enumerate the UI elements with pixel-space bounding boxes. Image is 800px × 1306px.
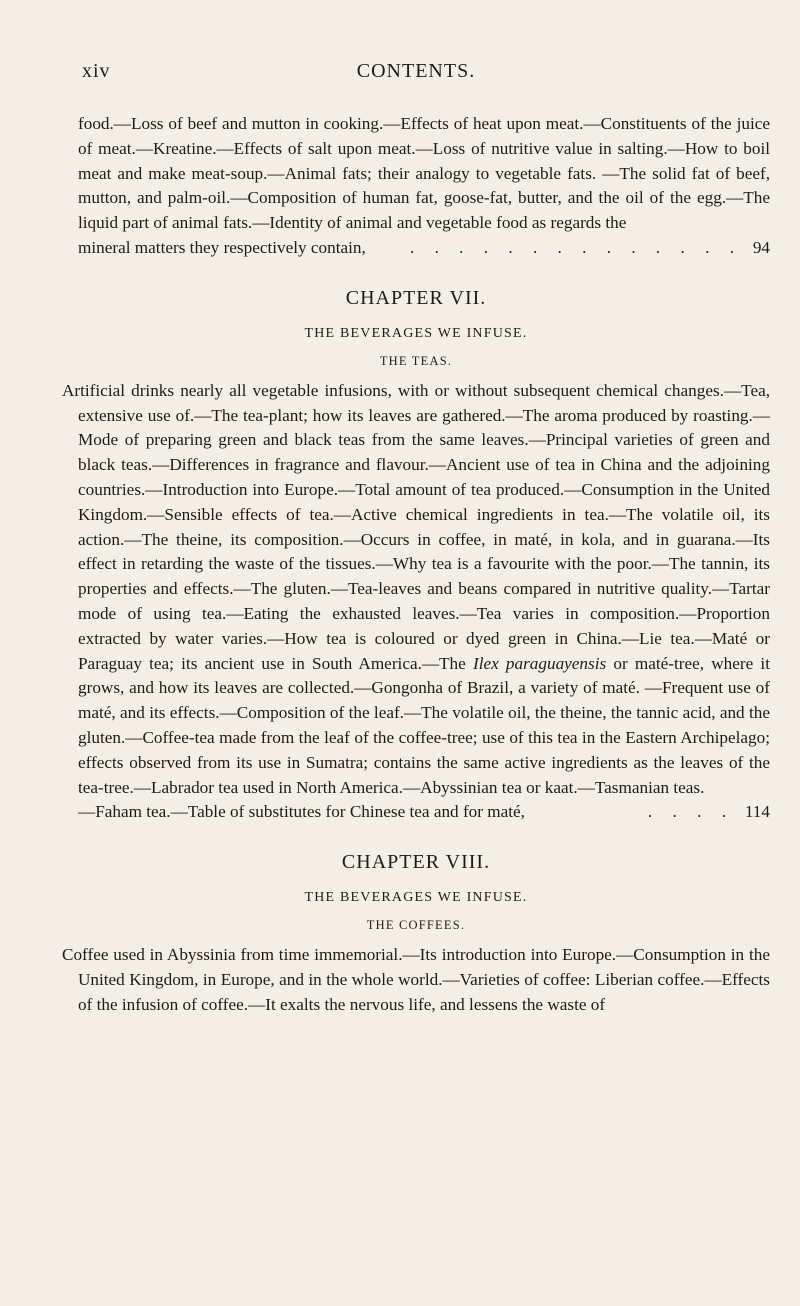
chapter-7-last-line [62,800,770,825]
chapter-6-continued [62,112,770,261]
chapter-7-subtitle: THE BEVERAGES WE INFUSE. [304,325,528,341]
chapter-7-italic-species: Ilex paraguayensis [472,653,607,673]
chapter-8-subtitle: THE BEVERAGES WE INFUSE. [304,890,528,906]
chapter-6-last-line [78,236,770,261]
chapter-7-heading: CHAPTER VII. [345,286,487,309]
chapter-8-section: THE COFFEES. [366,918,466,933]
chapter-7-summary-a: Artificial drinks nearly all vegetable infusions, with or without subsequent chemical changes.—Tea, extensive use of.—The tea-plant; how its leaves are gathered.—The aroma produced by roasting.—Mode of preparing green and black teas from the same leaves.—Principal varieties of green and black teas.—Differences in fragrance and flavour.—Ancient use of tea in China and the adjoining countries.—Introduction into Europe.—Total amount of tea produced.—Consumption in the United Kingdom.—Sensible effects of tea.—Active chemical ingredients in tea.—The volatile oil, its action.—The theine, its composition.—Occurs in coffee, in maté, in kola, and in guarana.—Its effect in retarding the waste of the tissues.—Why tea is a favourite with the poor.—The tannin, its properties and effects.—The gluten.—Tea-leaves and beans compared in nutritive quality.—Tartar mode of using tea.—Eating the exhausted leaves.—Tea varies in composition.—Proportion extracted by water varies.—How tea is coloured or dyed green in China.—Lie tea.—Maté or Paraguay tea; its ancient use in South America.—The [62,380,770,673]
chapter-7-summary [62,379,770,801]
chapter-6-summary: food.—Loss of beef and mutton in cooking.—Effects of heat upon meat.—Constituents of the juice of meat.—Kreatine.—Effects of salt upon meat.—Loss of nutritive value in salting.—How to boil meat and make meat-soup.—Animal fats; their analogy to vegetable fats. —The solid fat of beef, mutton, and palm-oil.—Composition of human fat, goose-fat, butter, and the oil of the egg.—The liquid part of animal fats.—Identity of animal and vegetable food as regards the [78,114,770,233]
chapter-6-page-ref: 94 [752,237,770,257]
chapter-7 [62,287,770,825]
chapter-7-summary-b: or maté-tree, where it grows, and how its leaves are collected.—Gongonha of Brazil, a variety of maté. —Frequent use of maté, and its effects.—Composition of the leaf.—The volatile oil, the theine, the tannic acid, and the gluten.—Coffee-tea made from the leaf of the coffee-tree; use of this tea in the Eastern Archipelago; effects observed from its use in Sumatra; contains the same active ingredients as the leaves of the tea-tree.—Labrador tea used in North America.—Abyssinian tea or kaat.—Tasmanian teas. [78,653,770,797]
chapter-7-page-ref: 114 [744,802,770,822]
chapter-6-last-line-text: mineral matters they respectively contain, [78,237,366,257]
chapter-7-section: THE TEAS. [379,353,453,368]
running-head [62,60,770,90]
page-number: xiv [82,60,111,82]
chapter-7-last-line-text: —Faham tea.—Table of substitutes for Chinese tea and for maté, [78,802,525,822]
page-title: CONTENTS. [356,60,476,82]
chapter-8-heading: CHAPTER VIII. [341,851,491,874]
chapter-8-summary: Coffee used in Abyssinia from time immemorial.—Its introduction into Europe.—Consumption in the United Kingdom, in Europe, and in the whole world.—Varieties of coffee: Liberian coffee.—Effects of the infusion of coffee.—It exalts the nervous life, and lessens the waste of [62,945,770,1014]
dot-leader: . . . . . . . . . . . . . . [409,237,742,257]
dot-leader: . . . . [647,802,734,822]
chapter-8 [62,851,770,1017]
